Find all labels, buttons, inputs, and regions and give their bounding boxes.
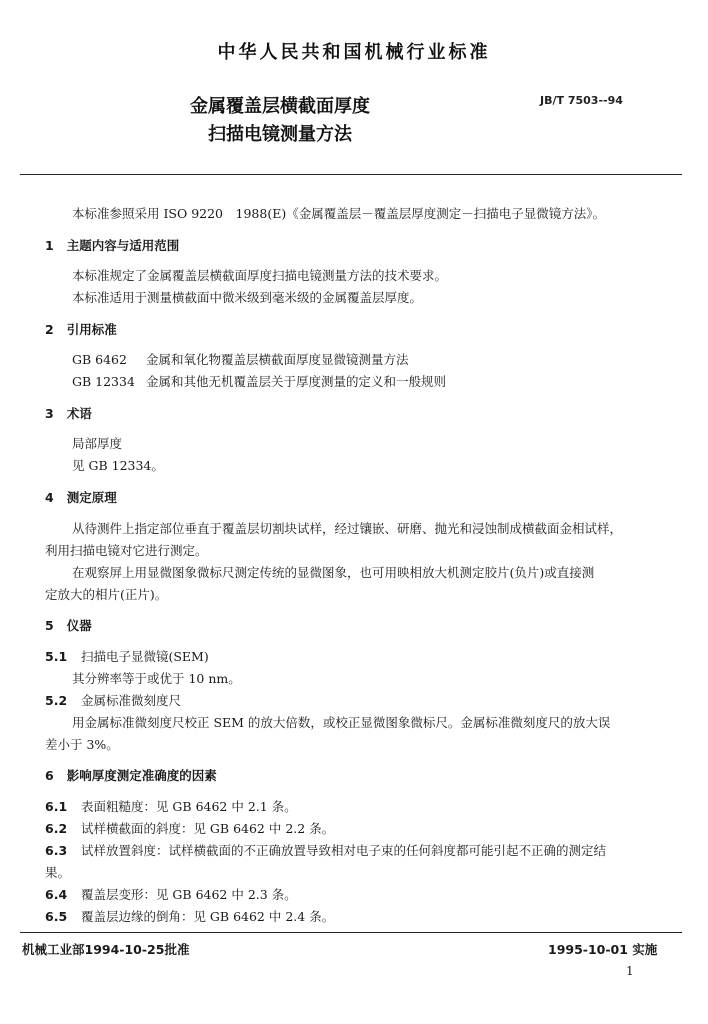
section-5-heading xyxy=(45,618,92,634)
section-1-paragraph-2: 本标准适用于测量横截面中微米级到毫米级的金属覆盖层厚度。 xyxy=(72,290,423,305)
factor-number: 6.5 xyxy=(45,909,68,924)
subsection-title: 扫描电子显微镜(SEM) xyxy=(80,649,209,664)
section-4-paragraph-2-line-1: 在观察屏上用显微图象微标尺测定传统的显微图象，也可用映相放大机测定胶片(负片)或直接测 xyxy=(72,565,595,580)
section-4-paragraph-2-line-2: 定放大的相片(正片)。 xyxy=(45,587,168,602)
subsection-number: 5.2 xyxy=(45,693,68,708)
section-number: 4 xyxy=(45,490,54,505)
factor-item xyxy=(45,821,334,837)
subsection-5-2-text-line-2: 差小于 3%。 xyxy=(45,737,119,752)
approval-date: 机械工业部1994-10-25批准 xyxy=(22,942,190,957)
subsection-5-1-heading xyxy=(45,649,209,665)
subsection-number: 5.1 xyxy=(45,649,68,664)
section-4-paragraph-1-line-2: 利用扫描电镜对它进行测定。 xyxy=(45,543,208,558)
section-number: 6 xyxy=(45,768,54,783)
factor-item-continuation: 果。 xyxy=(45,865,71,880)
factor-number: 6.2 xyxy=(45,821,68,836)
standard-title-line2: 扫描电镜测量方法 xyxy=(208,124,352,145)
section-title: 测定原理 xyxy=(66,490,117,505)
factor-text: 表面粗糙度：见 GB 6462 中 2.1 条。 xyxy=(80,799,297,814)
intro-paragraph: 本标准参照采用 ISO 9220 1988(E)《金属覆盖层－覆盖层厚度测定－扫描电子显微镜方法》。 xyxy=(72,206,605,221)
reference-title: 金属和其他无机覆盖层关于厚度测量的定义和一般规则 xyxy=(146,374,447,389)
section-4-heading xyxy=(45,490,117,506)
reference-item xyxy=(72,352,409,368)
section-title: 仪器 xyxy=(66,618,92,633)
reference-code: GB 6462 xyxy=(72,352,127,367)
factor-text: 试样横截面的斜度：见 GB 6462 中 2.2 条。 xyxy=(80,821,335,836)
section-4-paragraph-1-line-1: 从待测件上指定部位垂直于覆盖层切割块试样，经过镶嵌、研磨、抛光和浸蚀制成横截面金相试样， xyxy=(72,521,623,536)
section-title: 主题内容与适用范围 xyxy=(66,238,180,253)
factor-number: 6.3 xyxy=(45,843,68,858)
section-number: 3 xyxy=(45,406,54,421)
standard-number: JB/T 7503--94 xyxy=(540,94,623,107)
subsection-5-1-text: 其分辨率等于或优于 10 nm。 xyxy=(72,671,241,686)
factor-item xyxy=(45,843,606,859)
section-1-paragraph-1: 本标准规定了金属覆盖层横截面厚度扫描电镜测量方法的技术要求。 xyxy=(72,268,448,283)
reference-code: GB 12334 xyxy=(72,374,135,389)
section-3-heading xyxy=(45,406,92,422)
section-1-heading xyxy=(45,238,179,254)
footer-rule xyxy=(20,932,682,933)
term: 局部厚度 xyxy=(72,436,123,451)
section-number: 5 xyxy=(45,618,54,633)
factor-item xyxy=(45,909,334,925)
effective-date: 1995-10-01 实施 xyxy=(548,942,658,957)
factor-number: 6.1 xyxy=(45,799,68,814)
factor-number: 6.4 xyxy=(45,887,68,902)
factor-item xyxy=(45,887,297,903)
industry-standard-title: 中华人民共和国机械行业标准 xyxy=(217,42,491,63)
factor-text: 覆盖层边缘的倒角：见 GB 6462 中 2.4 条。 xyxy=(80,909,335,924)
page-number: 1 xyxy=(626,964,634,978)
section-title: 引用标准 xyxy=(66,322,117,337)
reference-title: 金属和氧化物覆盖层横截面厚度显微镜测量方法 xyxy=(146,352,409,367)
header-rule xyxy=(20,174,682,175)
section-6-heading xyxy=(45,768,217,784)
subsection-title: 金属标准微刻度尺 xyxy=(80,693,181,708)
factor-item xyxy=(45,799,297,815)
section-title: 术语 xyxy=(66,406,92,421)
term-reference: 见 GB 12334。 xyxy=(72,458,164,473)
factor-text: 覆盖层变形：见 GB 6462 中 2.3 条。 xyxy=(80,887,297,902)
section-number: 2 xyxy=(45,322,54,337)
section-title: 影响厚度测定准确度的因素 xyxy=(66,768,217,783)
factor-text: 试样放置斜度：试样横截面的不正确放置导致相对电子束的任何斜度都可能引起不正确的测定结 xyxy=(80,843,606,858)
reference-item xyxy=(72,374,446,390)
subsection-5-2-heading xyxy=(45,693,181,709)
standard-title-line1: 金属覆盖层横截面厚度 xyxy=(190,96,370,117)
section-2-heading xyxy=(45,322,117,338)
section-number: 1 xyxy=(45,238,54,253)
subsection-5-2-text-line-1: 用金属标准微刻度尺校正 SEM 的放大倍数，或校正显微图象微标尺。金属标准微刻度尺的放大误 xyxy=(72,715,611,730)
